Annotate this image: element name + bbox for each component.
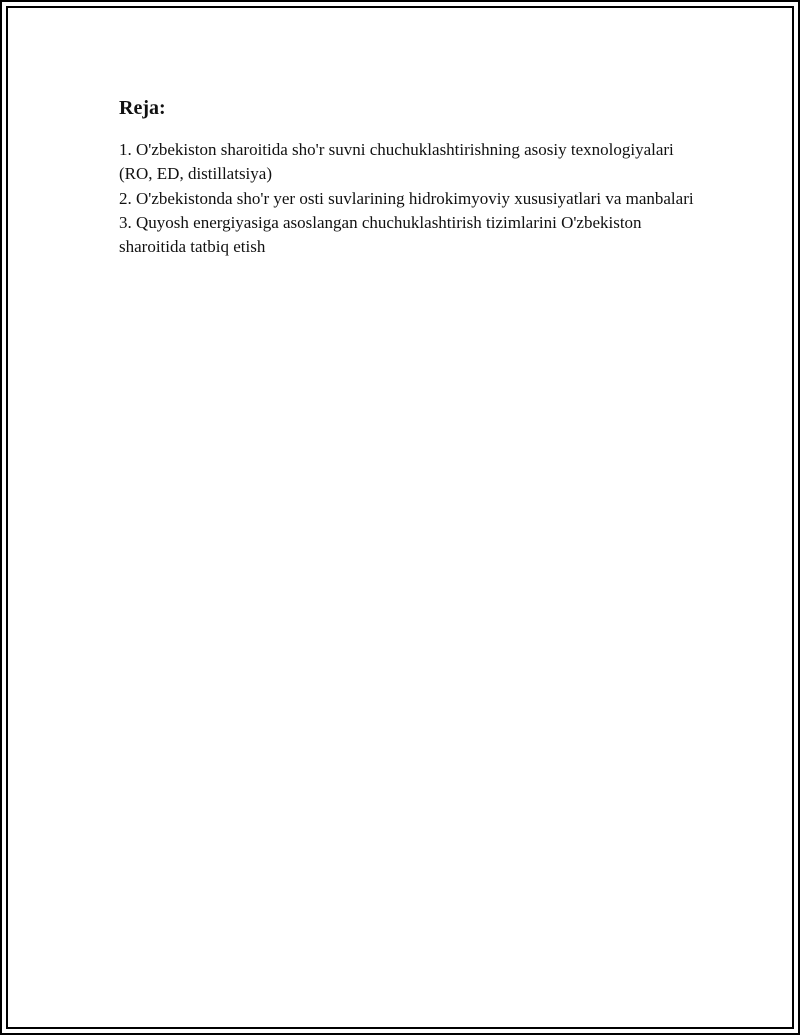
document-content [119,94,709,259]
plan-heading: Reja: [119,97,166,119]
plan-item-3: 3. Quyosh energiyasiga asoslangan chuchuklashtirish tizimlarini O'zbekiston sharoitida tatbiq etish [119,212,642,257]
plan-item-1: 1. O'zbekiston sharoitida sho'r suvni chuchuklashtirishning asosiy texnologiyalari (RO, ED, distillatsiya) [119,140,674,184]
plan-list [119,138,709,259]
plan-item-2: 2. O'zbekistonda sho'r yer osti suvlarining hidrokimyoviy xususiyatlari va manbalari [119,188,694,208]
